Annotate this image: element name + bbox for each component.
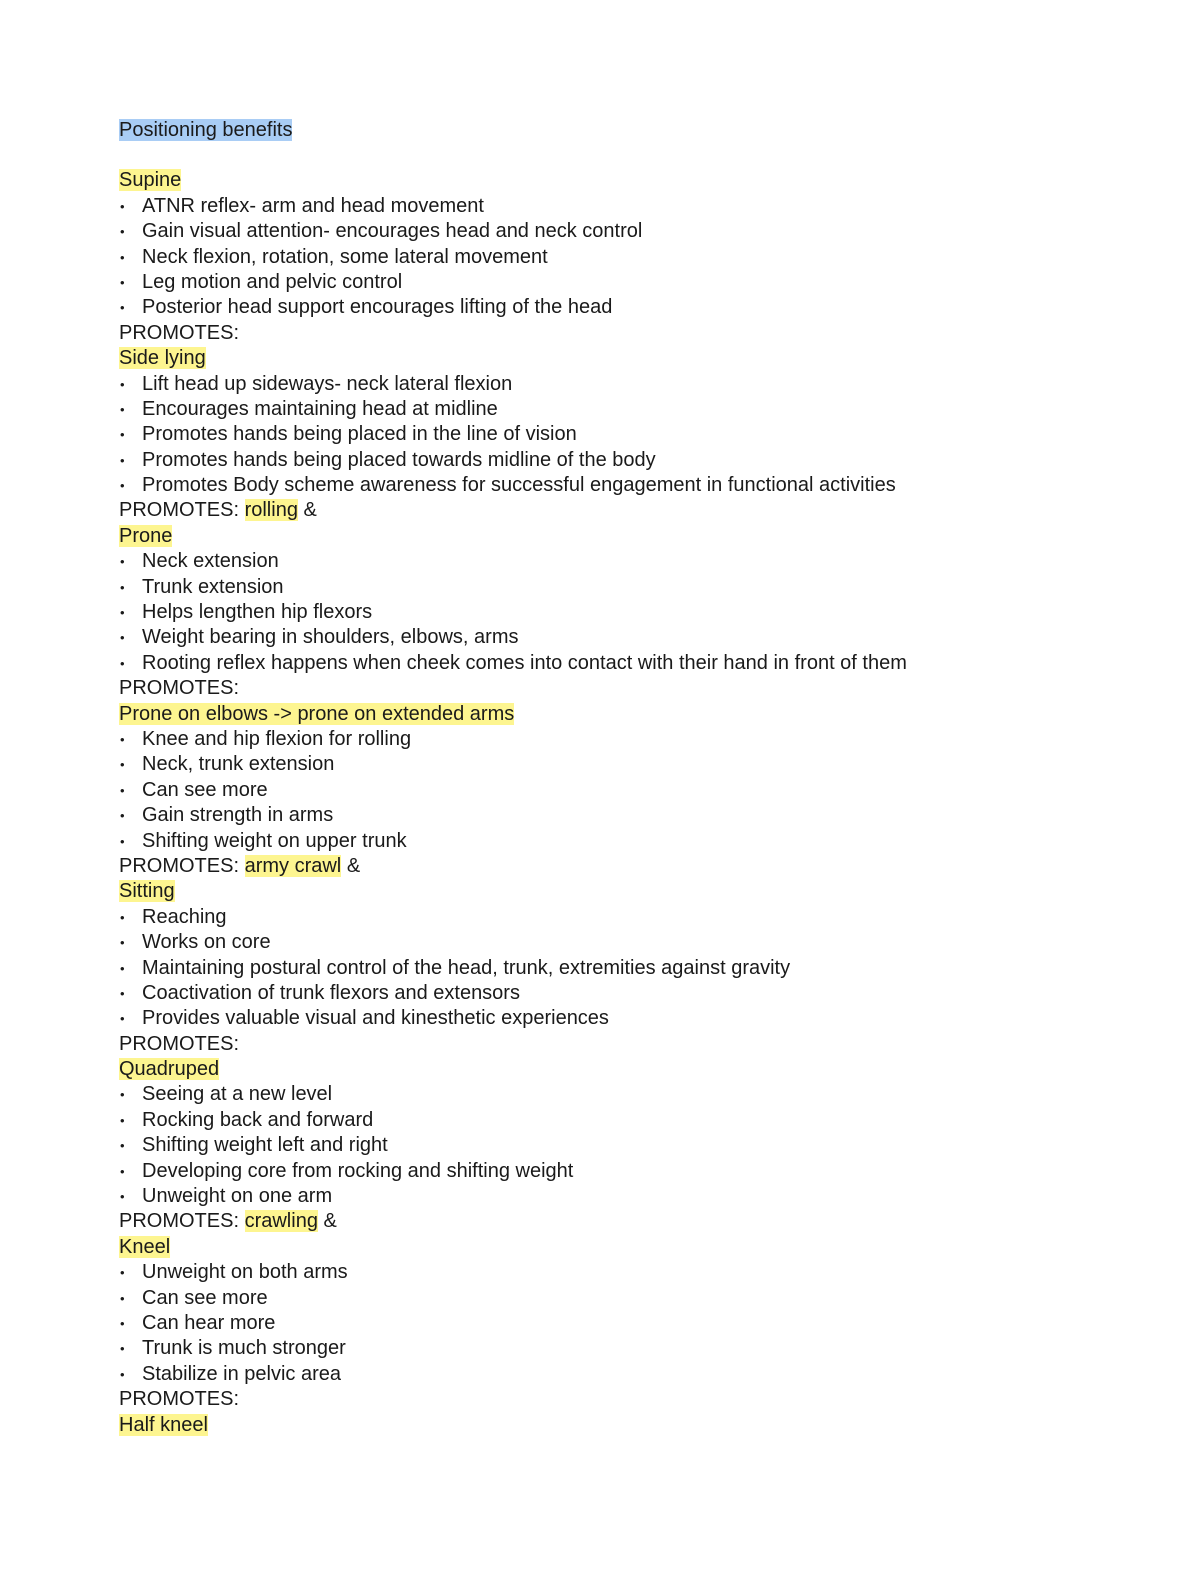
list-item	[119, 448, 1119, 473]
list-item	[119, 1108, 1119, 1133]
list-item-text: Works on core	[142, 931, 271, 954]
list-item	[119, 803, 1119, 828]
list-item-text: Knee and hip flexion for rolling	[142, 727, 412, 750]
list-item	[119, 625, 1119, 650]
promotes-line	[119, 498, 1119, 523]
list-item	[119, 270, 1119, 295]
list-item-text: Developing core from rocking and shifting weight	[142, 1159, 574, 1182]
list-item-text: Neck, trunk extension	[142, 753, 335, 776]
promotes-suffix: &	[323, 1210, 337, 1233]
section	[119, 346, 1119, 524]
list-item	[119, 397, 1119, 422]
bullet-icon: •	[120, 808, 125, 824]
list-item	[119, 752, 1119, 777]
list-item-text: Rocking back and forward	[142, 1108, 374, 1131]
bullet-icon: •	[120, 1265, 125, 1281]
list-item-text: Can see more	[142, 1286, 268, 1309]
section-heading-line	[119, 1057, 1119, 1082]
list-item-text: Neck flexion, rotation, some lateral movement	[142, 245, 548, 268]
list-item-text: Neck extension	[142, 550, 279, 573]
bullet-icon: •	[120, 198, 125, 214]
list-item-text: Promotes hands being placed towards midline of the body	[142, 448, 656, 471]
promotes-line	[119, 321, 1119, 346]
section-heading-line	[119, 702, 1119, 727]
bullet-icon: •	[120, 1189, 125, 1205]
promotes-line	[119, 854, 1119, 879]
promotes-label: PROMOTES:	[119, 1388, 240, 1411]
list-item	[119, 727, 1119, 752]
promotes-highlight: crawling	[244, 1210, 318, 1233]
list-item	[119, 1082, 1119, 1107]
list-item	[119, 575, 1119, 600]
promotes-line	[119, 1387, 1119, 1412]
bullet-icon: •	[120, 1087, 125, 1103]
promotes-highlight: rolling	[244, 499, 298, 522]
list-item	[119, 549, 1119, 574]
bullet-icon: •	[120, 1366, 125, 1382]
list-item-text: Trunk extension	[142, 575, 284, 598]
list-item	[119, 778, 1119, 803]
section	[119, 1057, 1119, 1235]
list-item-text: Provides valuable visual and kinesthetic experiences	[142, 1007, 609, 1030]
list-item-text: Coactivation of trunk flexors and extensors	[142, 981, 520, 1004]
promotes-line	[119, 1209, 1119, 1234]
bullet-icon: •	[120, 782, 125, 798]
list-item-text: Posterior head support encourages lifting of the head	[142, 296, 613, 319]
list-item	[119, 473, 1119, 498]
list-item	[119, 1336, 1119, 1361]
bullet-icon: •	[120, 579, 125, 595]
list-item	[119, 1286, 1119, 1311]
section-heading: Half kneel	[119, 1413, 208, 1436]
section-heading-line	[119, 879, 1119, 904]
section-heading-line	[119, 346, 1119, 371]
list-item-text: Promotes Body scheme awareness for successful engagement in functional activities	[142, 474, 896, 497]
list-item-text: Can see more	[142, 778, 268, 801]
list-item-text: Stabilize in pelvic area	[142, 1362, 341, 1385]
bullet-icon: •	[120, 1315, 125, 1331]
bullet-icon: •	[120, 478, 125, 494]
list-item-text: Unweight on one arm	[142, 1185, 333, 1208]
promotes-label: PROMOTES:	[119, 321, 240, 344]
list-item-text: Gain strength in arms	[142, 804, 334, 827]
list-item	[119, 956, 1119, 981]
bullet-icon: •	[120, 249, 125, 265]
promotes-line	[119, 676, 1119, 701]
bullet-icon: •	[120, 1011, 125, 1027]
bullet-icon: •	[120, 655, 125, 671]
list-item	[119, 372, 1119, 397]
promotes-label: PROMOTES:	[119, 499, 240, 522]
promotes-line	[119, 1032, 1119, 1057]
list-item	[119, 245, 1119, 270]
bullet-icon: •	[120, 935, 125, 951]
list-item-text: Shifting weight left and right	[142, 1134, 388, 1157]
list-item-text: Helps lengthen hip flexors	[142, 601, 373, 624]
bullet-icon: •	[120, 274, 125, 290]
list-item-text: Unweight on both arms	[142, 1261, 348, 1284]
list-item-text: Gain visual attention- encourages head and neck control	[142, 220, 643, 243]
list-item-text: Maintaining postural control of the head, trunk, extremities against gravity	[142, 956, 791, 979]
section	[119, 524, 1119, 702]
list-item-text: Trunk is much stronger	[142, 1337, 346, 1360]
list-item	[119, 829, 1119, 854]
list-item-text: Lift head up sideways- neck lateral flexion	[142, 372, 513, 395]
list-item	[119, 1006, 1119, 1031]
list-item	[119, 930, 1119, 955]
bullet-icon: •	[120, 1290, 125, 1306]
list-item	[119, 1184, 1119, 1209]
list-item	[119, 295, 1119, 320]
bullet-icon: •	[120, 909, 125, 925]
document-page	[119, 118, 1119, 1438]
list-item	[119, 1159, 1119, 1184]
section-heading: Kneel	[119, 1235, 171, 1258]
section	[119, 879, 1119, 1057]
list-item	[119, 1133, 1119, 1158]
promotes-suffix: &	[303, 499, 317, 522]
list-item	[119, 981, 1119, 1006]
list-item	[119, 651, 1119, 676]
list-item-text: Reaching	[142, 905, 227, 928]
list-item-text: Weight bearing in shoulders, elbows, arms	[142, 626, 519, 649]
section-heading: Side lying	[119, 347, 206, 370]
section-heading: Quadruped	[119, 1058, 220, 1081]
section-heading-line	[119, 168, 1119, 193]
bullet-icon: •	[120, 1341, 125, 1357]
section-heading: Prone on elbows -> prone on extended arms	[119, 702, 515, 725]
section-heading-line	[119, 1413, 1119, 1438]
list-item-text: Shifting weight on upper trunk	[142, 829, 407, 852]
section-heading: Supine	[119, 169, 182, 192]
list-item-text: Encourages maintaining head at midline	[142, 397, 498, 420]
list-item-text: Rooting reflex happens when cheek comes into contact with their hand in front of them	[142, 651, 907, 674]
bullet-icon: •	[120, 554, 125, 570]
bullet-icon: •	[120, 757, 125, 773]
bullet-icon: •	[120, 224, 125, 240]
section	[119, 168, 1119, 346]
list-item	[119, 905, 1119, 930]
bullet-icon: •	[120, 452, 125, 468]
title-line	[119, 118, 1119, 143]
sections-container	[119, 168, 1119, 1438]
promotes-label: PROMOTES:	[119, 677, 240, 700]
section	[119, 1235, 1119, 1413]
bullet-icon: •	[120, 1163, 125, 1179]
bullet-icon: •	[120, 731, 125, 747]
bullet-icon: •	[120, 1138, 125, 1154]
section-heading-line	[119, 524, 1119, 549]
list-item	[119, 600, 1119, 625]
list-item	[119, 219, 1119, 244]
list-item	[119, 1260, 1119, 1285]
list-item-text: Can hear more	[142, 1311, 276, 1334]
bullet-icon: •	[120, 1112, 125, 1128]
list-item-text: Seeing at a new level	[142, 1083, 333, 1106]
bullet-icon: •	[120, 376, 125, 392]
list-item-text: Leg motion and pelvic control	[142, 270, 403, 293]
bullet-icon: •	[120, 985, 125, 1001]
promotes-label: PROMOTES:	[119, 854, 240, 877]
list-item-text: ATNR reflex- arm and head movement	[142, 194, 484, 217]
promotes-label: PROMOTES:	[119, 1032, 240, 1055]
section	[119, 702, 1119, 880]
list-item	[119, 422, 1119, 447]
section	[119, 1413, 1119, 1438]
bullet-icon: •	[120, 833, 125, 849]
list-item	[119, 1362, 1119, 1387]
promotes-suffix: &	[346, 854, 361, 877]
bullet-icon: •	[120, 960, 125, 976]
bullet-icon: •	[120, 630, 125, 646]
bullet-icon: •	[120, 401, 125, 417]
list-item-text: Promotes hands being placed in the line of vision	[142, 423, 577, 446]
list-item	[119, 1311, 1119, 1336]
bullet-icon: •	[120, 605, 125, 621]
section-heading: Prone	[119, 524, 173, 547]
promotes-label: PROMOTES:	[119, 1210, 240, 1233]
section-heading-line	[119, 1235, 1119, 1260]
section-heading: Sitting	[119, 880, 175, 903]
promotes-highlight: army crawl	[244, 854, 342, 877]
list-item	[119, 194, 1119, 219]
document-title: Positioning benefits	[119, 119, 293, 141]
bullet-icon: •	[120, 427, 125, 443]
bullet-icon: •	[120, 300, 125, 316]
